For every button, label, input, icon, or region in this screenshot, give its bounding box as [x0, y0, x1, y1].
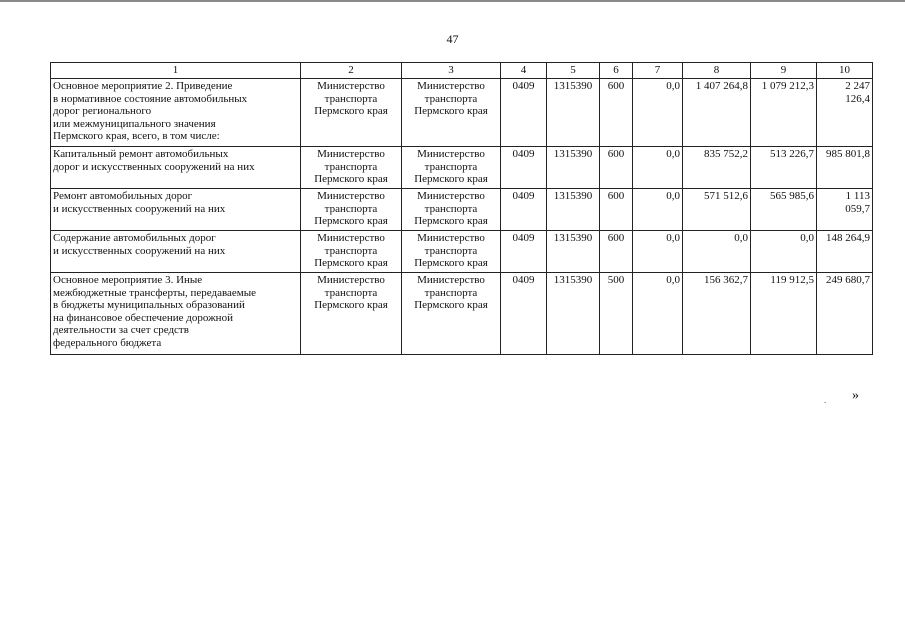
header-cell: 5 [547, 63, 600, 79]
cell-value-9: 1 079 212,3 [751, 79, 817, 147]
cell-section-code: 0409 [501, 147, 547, 189]
header-cell: 4 [501, 63, 547, 79]
cell-value-10: 1 113 059,7 [817, 189, 873, 231]
page-number: 47 [446, 32, 459, 46]
cell-value-9: 513 226,7 [751, 147, 817, 189]
header-cell: 10 [817, 63, 873, 79]
table-row [51, 231, 873, 273]
top-border-line [0, 0, 905, 2]
cell-grbs: Министерство транспорта Пермского края [402, 147, 501, 189]
closing-quote-mark: » [852, 388, 859, 403]
cell-target-code: 1315390 [547, 79, 600, 147]
cell-activity-name: Содержание автомобильных дорог и искусственных сооружений на них [51, 231, 301, 273]
cell-value-10: 2 247 126,4 [817, 79, 873, 147]
cell-value-10: 148 264,9 [817, 231, 873, 273]
cell-value-7: 0,0 [633, 231, 683, 273]
cell-expense-type: 600 [600, 147, 633, 189]
cell-activity-name: Основное мероприятие 2. Приведение в нормативное состояние автомобильных дорог регионального или межмуниципального значения Пермского края, всего, в том числе: [51, 79, 301, 147]
cell-section-code: 0409 [501, 231, 547, 273]
header-cell: 6 [600, 63, 633, 79]
cell-value-7: 0,0 [633, 189, 683, 231]
cell-value-8: 571 512,6 [683, 189, 751, 231]
cell-section-code: 0409 [501, 79, 547, 147]
cell-expense-type: 600 [600, 231, 633, 273]
cell-expense-type: 600 [600, 79, 633, 147]
header-cell: 9 [751, 63, 817, 79]
cell-activity-name: Капитальный ремонт автомобильных дорог и искусственных сооружений на них [51, 147, 301, 189]
cell-value-8: 835 752,2 [683, 147, 751, 189]
table-row [51, 79, 873, 147]
cell-value-9: 565 985,6 [751, 189, 817, 231]
cell-activity-name: Основное мероприятие 3. Иные межбюджетные трансферты, передаваемые в бюджеты муниципальных образований на финансовое обеспечение дорожной деятельности за счет средств федерального бюджета [51, 273, 301, 355]
cell-responsible: Министерство транспорта Пермского края [301, 147, 402, 189]
table-row [51, 273, 873, 355]
cell-value-9: 119 912,5 [751, 273, 817, 355]
cell-grbs: Министерство транспорта Пермского края [402, 79, 501, 147]
header-cell: 2 [301, 63, 402, 79]
table-row [51, 189, 873, 231]
header-cell: 8 [683, 63, 751, 79]
header-cell: 1 [51, 63, 301, 79]
cell-responsible: Министерство транспорта Пермского края [301, 189, 402, 231]
budget-table [50, 62, 873, 355]
cell-value-8: 1 407 264,8 [683, 79, 751, 147]
cell-target-code: 1315390 [547, 147, 600, 189]
cell-expense-type: 600 [600, 189, 633, 231]
cell-section-code: 0409 [501, 273, 547, 355]
cell-value-10: 249 680,7 [817, 273, 873, 355]
cell-value-7: 0,0 [633, 79, 683, 147]
table-header-row [51, 63, 873, 79]
cell-responsible: Министерство транспорта Пермского края [301, 273, 402, 355]
cell-section-code: 0409 [501, 189, 547, 231]
cell-target-code: 1315390 [547, 231, 600, 273]
cell-target-code: 1315390 [547, 273, 600, 355]
cell-value-8: 0,0 [683, 231, 751, 273]
cell-target-code: 1315390 [547, 189, 600, 231]
header-cell: 7 [633, 63, 683, 79]
table-row [51, 147, 873, 189]
cell-grbs: Министерство транспорта Пермского края [402, 231, 501, 273]
header-cell: 3 [402, 63, 501, 79]
cell-value-10: 985 801,8 [817, 147, 873, 189]
cell-grbs: Министерство транспорта Пермского края [402, 273, 501, 355]
stray-mark: . [824, 395, 827, 405]
cell-value-8: 156 362,7 [683, 273, 751, 355]
cell-responsible: Министерство транспорта Пермского края [301, 231, 402, 273]
cell-value-7: 0,0 [633, 273, 683, 355]
cell-responsible: Министерство транспорта Пермского края [301, 79, 402, 147]
cell-expense-type: 500 [600, 273, 633, 355]
cell-activity-name: Ремонт автомобильных дорог и искусственных сооружений на них [51, 189, 301, 231]
cell-grbs: Министерство транспорта Пермского края [402, 189, 501, 231]
cell-value-7: 0,0 [633, 147, 683, 189]
cell-value-9: 0,0 [751, 231, 817, 273]
